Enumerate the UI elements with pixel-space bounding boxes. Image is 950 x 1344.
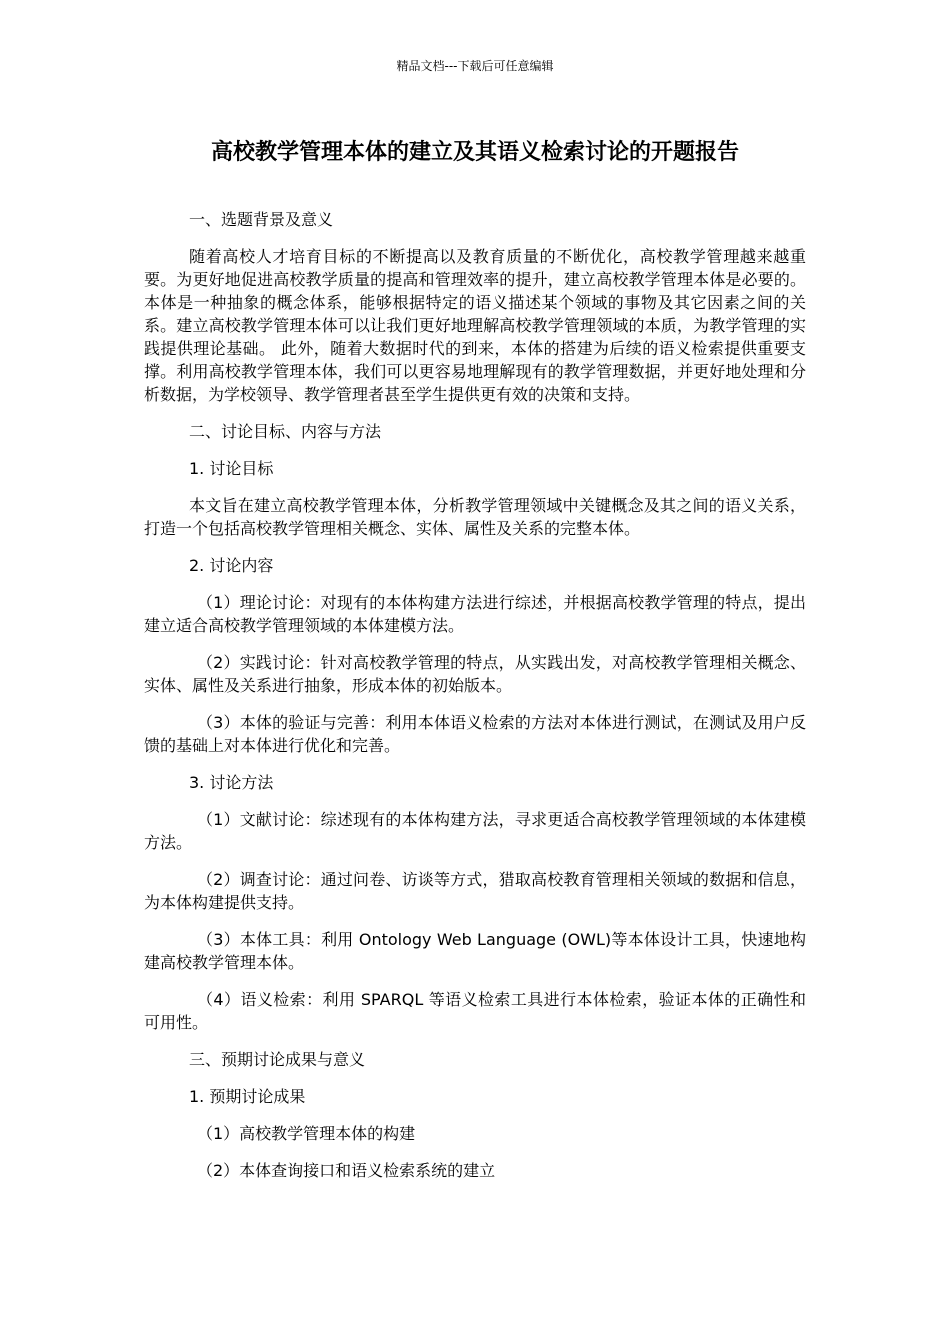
document-body — [144, 208, 806, 1196]
list-item: （2）调查讨论：通过问卷、访谈等方式，猎取高校教育管理相关领域的数据和信息，为本体构建提供支持。 — [144, 870, 806, 912]
subsection-heading: 2. 讨论内容 — [189, 556, 274, 575]
subsection-heading: 3. 讨论方法 — [189, 773, 274, 792]
list-item: （2）本体查询接口和语义检索系统的建立 — [197, 1161, 496, 1180]
body-paragraph: 本文旨在建立高校教学管理本体，分析教学管理领域中关键概念及其之间的语义关系，打造一个包括高校教学管理相关概念、实体、属性及关系的完整本体。 — [144, 496, 806, 538]
subsection-heading: 1. 讨论目标 — [189, 459, 274, 478]
section-heading: 一、选题背景及意义 — [189, 210, 334, 229]
header-watermark: 精品文档---下载后可任意编辑 — [396, 59, 554, 73]
list-item: （2）实践讨论：针对高校教学管理的特点，从实践出发，对高校教学管理相关概念、实体、属性及关系进行抽象，形成本体的初始版本。 — [144, 653, 806, 695]
list-item: （1）理论讨论：对现有的本体构建方法进行综述，并根据高校教学管理的特点，提出建立适合高校教学管理领域的本体建模方法。 — [144, 593, 806, 635]
body-paragraph: 随着高校人才培育目标的不断提高以及教育质量的不断优化，高校教学管理越来越重要。为更好地促进高校教学质量的提高和管理效率的提升，建立高校教学管理本体是必要的。本体是一种抽象的概念体系，能够根据特定的语义描述某个领域的事物及其它因素之间的关系。建立高校教学管理本体可以让我们更好地理解高校教学管理领域的本质，为教学管理的实践提供理论基础。 此外，随着大数据时代的到来，本体的搭建为后续的语义检索提供重要支撑。利用高校教学管理本体，我们可以更容易地理解现有的教学管理数据，并更好地处理和分析数据，为学校领导、教学管理者甚至学生提供更有效的决策和支持。 — [144, 247, 806, 404]
subsection-heading: 1. 预期讨论成果 — [189, 1087, 306, 1106]
list-item: （3）本体的验证与完善：利用本体语义检索的方法对本体进行测试，在测试及用户反馈的基础上对本体进行优化和完善。 — [144, 713, 806, 755]
list-item: （3）本体工具：利用 Ontology Web Language (OWL)等本体设计工具，快速地构建高校教学管理本体。 — [144, 930, 806, 972]
document-title: 高校教学管理本体的建立及其语义检索讨论的开题报告 — [210, 140, 739, 165]
list-item: （4）语义检索：利用 SPARQL 等语义检索工具进行本体检索，验证本体的正确性和可用性。 — [144, 990, 806, 1032]
list-item: （1）高校教学管理本体的构建 — [197, 1124, 416, 1143]
list-item: （1）文献讨论：综述现有的本体构建方法，寻求更适合高校教学管理领域的本体建模方法。 — [144, 810, 806, 852]
section-heading: 二、讨论目标、内容与方法 — [189, 422, 382, 441]
section-heading: 三、预期讨论成果与意义 — [189, 1050, 366, 1069]
